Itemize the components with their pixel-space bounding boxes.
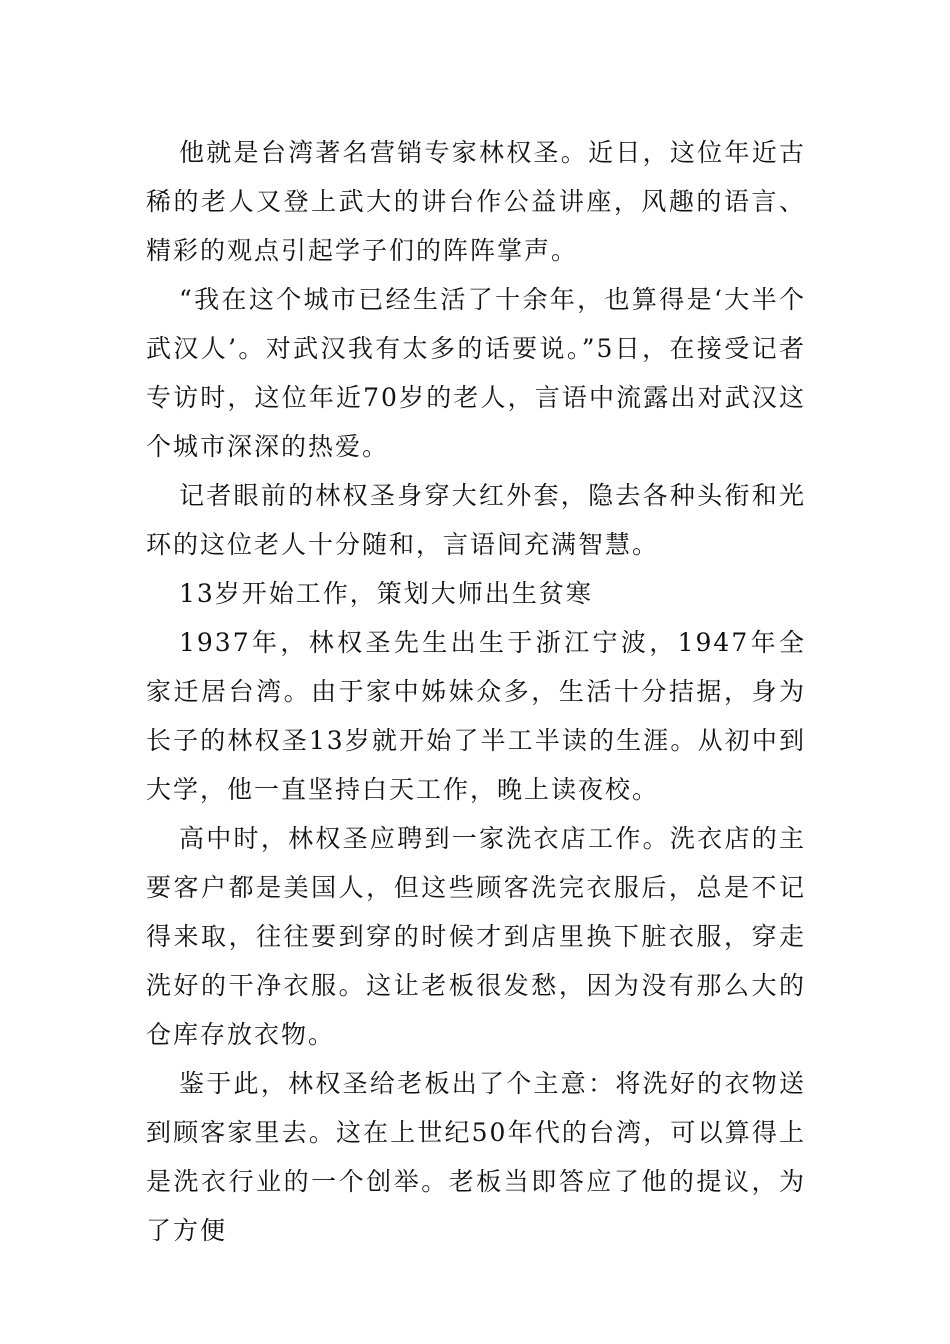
paragraph-idea: 鉴于此，林权圣给老板出了个主意：将洗好的衣物送到顾客家里去。这在上世纪50年代的台湾，可以算得上是洗衣行业的一个创举。老板当即答应了他的提议，为了方便 <box>146 1069 806 1245</box>
section-heading: 13岁开始工作，策划大师出生贫寒 <box>179 579 593 608</box>
article-body <box>146 128 806 1255</box>
paragraph-laundry-job: 高中时，林权圣应聘到一家洗衣店工作。洗衣店的主要客户都是美国人，但这些顾客洗完衣服后，总是不记得来取，往往要到穿的时候才到店里换下脏衣服，穿走洗好的干净衣服。这让老板很发愁，因为没有那么大的仓库存放衣物。 <box>146 824 806 1049</box>
paragraph-description: 记者眼前的林权圣身穿大红外套，隐去各种头衔和光环的这位老人十分随和，言语间充满智慧。 <box>146 481 806 559</box>
paragraph-intro: 他就是台湾著名营销专家林权圣。近日，这位年近古稀的老人又登上武大的讲台作公益讲座，风趣的语言、精彩的观点引起学子们的阵阵掌声。 <box>146 138 806 265</box>
paragraph-early-life: 1937年，林权圣先生出生于浙江宁波，1947年全家迁居台湾。由于家中姊妹众多，生活十分拮据，身为长子的林权圣13岁就开始了半工半读的生涯。从初中到大学，他一直坚持白天工作，晚上读夜校。 <box>146 628 806 804</box>
paragraph-quote: “我在这个城市已经生活了十余年，也算得是‘大半个武汉人’。对武汉我有太多的话要说。”5日，在接受记者专访时，这位年近70岁的老人，言语中流露出对武汉这个城市深深的热爱。 <box>146 285 806 461</box>
